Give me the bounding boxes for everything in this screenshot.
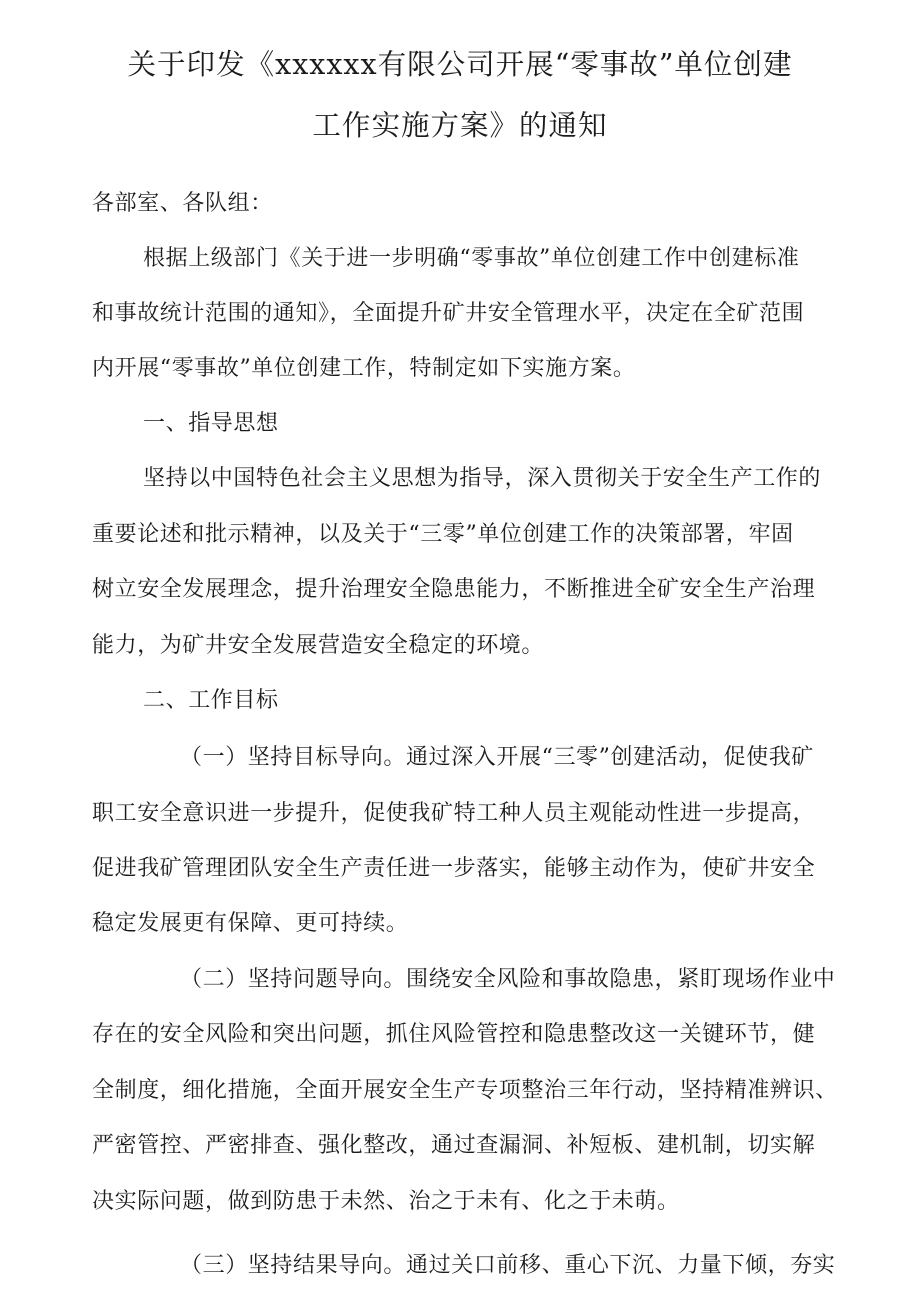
paragraph-line: 重要论述和批示精神，以及关于“三零”单位创建工作的决策部署，牢固 xyxy=(92,522,794,547)
paragraph-line: （三）坚持结果导向。通过关口前移、重心下沉、力量下倾，夯实 xyxy=(180,1253,836,1278)
section-heading-guiding-thought: 一、指导思想 xyxy=(143,411,279,436)
paragraph-line: 全制度，细化措施，全面开展安全生产专项整治三年行动，坚持精准辨识、 xyxy=(92,1078,838,1103)
salutation: 各部室、各队组： xyxy=(92,191,273,216)
paragraph-line: （一）坚持目标导向。通过深入开展“三零”创建活动，促使我矿 xyxy=(180,745,814,770)
paragraph-line: 决实际问题，做到防患于未然、治之于未有、化之于未萌。 xyxy=(92,1189,680,1214)
paragraph-line: 稳定发展更有保障、更可持续。 xyxy=(92,911,409,936)
paragraph-line: （二）坚持问题导向。围绕安全风险和事故隐患，紧盯现场作业中 xyxy=(180,967,836,992)
intro-line: 根据上级部门《关于进一步明确“零事故”单位创建工作中创建标准 xyxy=(143,246,800,271)
document-title-line-2: 工作实施方案》的通知 xyxy=(312,109,608,142)
intro-line: 内开展“零事故”单位创建工作，特制定如下实施方案。 xyxy=(92,356,636,381)
intro-line: 和事故统计范围的通知》，全面提升矿井安全管理水平，决定在全矿范围 xyxy=(92,301,805,326)
paragraph-line: 严密管控、严密排查、强化整改，通过查漏洞、补短板、建机制，切实解 xyxy=(92,1133,816,1158)
paragraph-line: 促进我矿管理团队安全生产责任进一步落实，能够主动作为，使矿井安全 xyxy=(92,856,816,881)
paragraph-line: 坚持以中国特色社会主义思想为指导，深入贯彻关于安全生产工作的 xyxy=(143,466,822,491)
paragraph-line: 树立安全发展理念，提升治理安全隐患能力，不断推进全矿安全生产治理 xyxy=(92,577,816,602)
paragraph-line: 能力，为矿井安全发展营造安全稳定的环境。 xyxy=(92,633,545,658)
paragraph-line: 存在的安全风险和突出问题，抓住风险管控和隐患整改这一关键环节，健 xyxy=(92,1022,816,1047)
section-heading-work-goals: 二、工作目标 xyxy=(143,688,279,713)
document-title-line-1: 关于印发《xxxxxx有限公司开展“零事故”单位创建 xyxy=(127,48,793,81)
paragraph-line: 职工安全意识进一步提升，促使我矿特工种人员主观能动性进一步提高， xyxy=(92,801,816,826)
